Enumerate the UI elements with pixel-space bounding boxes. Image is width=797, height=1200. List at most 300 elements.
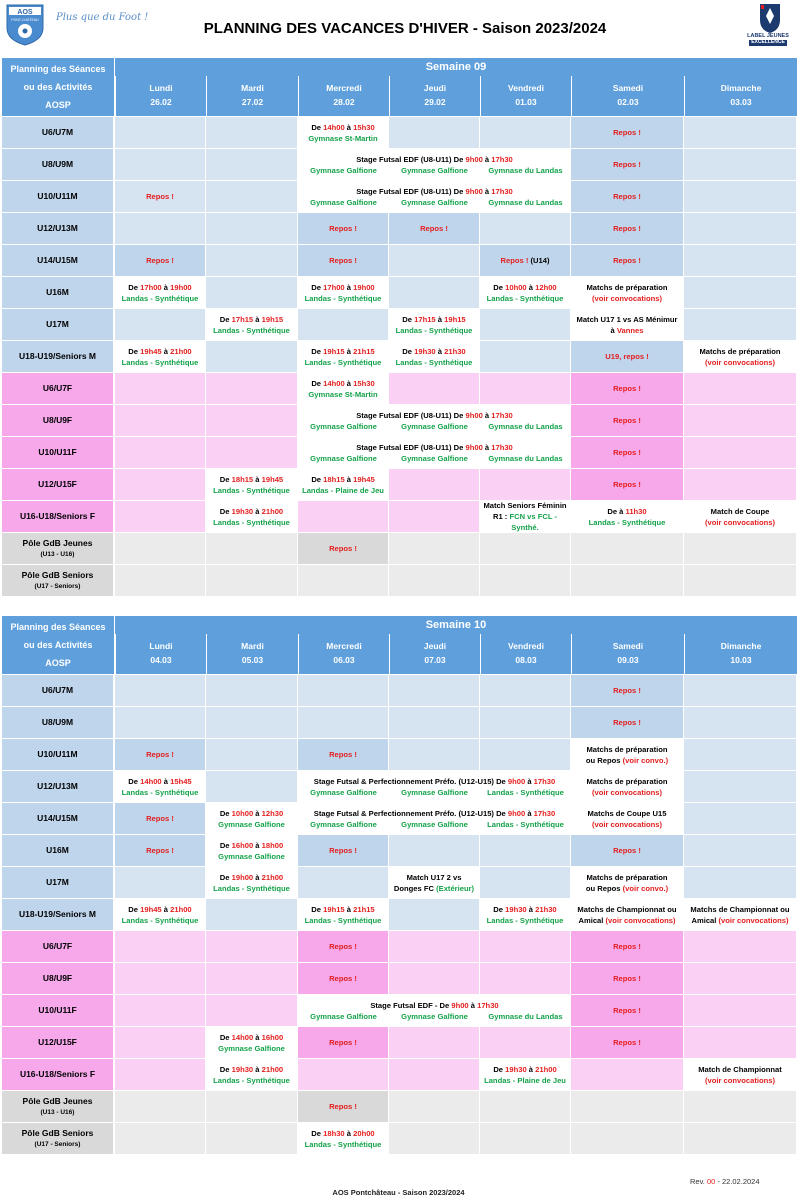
schedule-cell — [480, 117, 571, 148]
repos-option: ou Repos — [585, 883, 623, 893]
table-row — [2, 149, 797, 181]
category-cell: U12/U13M — [2, 771, 114, 802]
schedule-cell — [389, 1123, 480, 1154]
schedule-cell: Repos ! — [571, 437, 684, 468]
table-row — [2, 707, 797, 739]
stage-label: Stage Futsal & Perfectionnement Préfo. (U12-U15) De — [313, 776, 508, 786]
start-time: 19h30 — [414, 346, 436, 356]
start-time: 19h30 — [505, 1064, 527, 1074]
day-name: Mercredi — [326, 83, 362, 93]
stage-span-cell — [298, 405, 571, 436]
day-name: Vendredi — [508, 641, 544, 651]
a-label: à — [161, 904, 171, 914]
table-row — [2, 899, 797, 931]
schedule-cell — [389, 341, 480, 372]
schedule-cell — [480, 899, 571, 930]
schedule-cell — [684, 1091, 797, 1122]
location: Landas - Synthétique — [304, 1139, 382, 1149]
schedule-cell — [389, 963, 480, 994]
de-label: De — [311, 474, 324, 484]
schedule-cell — [206, 803, 298, 834]
schedule-cell — [389, 533, 480, 564]
schedule-cell — [298, 373, 389, 404]
schedule-cell — [115, 931, 206, 962]
week-title: Semaine 09 — [115, 58, 797, 76]
schedule-cell — [115, 565, 206, 596]
stage-label: Stage Futsal & Perfectionnement Préfo. (U12-U15) De — [313, 808, 508, 818]
page-header — [0, 0, 797, 58]
convocation-note: (voir convocations) — [704, 1075, 776, 1085]
schedule-cell — [480, 277, 571, 308]
location: Gymnase Galfione — [401, 1011, 468, 1021]
day-name: Lundi — [149, 641, 173, 651]
schedule-cell: Repos ! — [571, 245, 684, 276]
schedule-cell — [298, 501, 389, 532]
convocation-note: (voir convo.) — [622, 755, 669, 765]
end-time: 15h30 — [353, 378, 375, 388]
end-time: 21h00 — [261, 506, 284, 516]
schedule-cell — [115, 213, 206, 244]
schedule-cell — [389, 373, 480, 404]
schedule-cell — [389, 565, 480, 596]
schedule-cell — [389, 899, 480, 930]
end-time: 19h00 — [353, 282, 375, 292]
de-label: De — [493, 904, 506, 914]
schedule-cell: Repos ! — [115, 245, 206, 276]
end-time: 19h15 — [261, 314, 284, 324]
end-time: 19h45 — [261, 474, 284, 484]
de-label: De — [311, 1128, 324, 1138]
schedule-cell — [206, 867, 298, 898]
schedule-cell — [684, 117, 797, 148]
schedule-cell — [480, 469, 571, 500]
corner-header — [2, 58, 114, 116]
schedule-cell — [480, 1091, 571, 1122]
table-row — [2, 277, 797, 309]
category-cell: U17M — [2, 867, 114, 898]
end-time: 21h00 — [261, 1064, 284, 1074]
schedule-cell — [480, 533, 571, 564]
day-date: 27.02 — [241, 97, 264, 107]
a-label: à — [525, 776, 534, 786]
location: Gymnase Galfione — [310, 421, 377, 431]
amical-label: Amical — [691, 915, 719, 925]
end-time: 17h30 — [491, 442, 513, 452]
table-row — [2, 771, 797, 803]
week-header — [2, 616, 797, 674]
schedule-cell — [571, 803, 684, 834]
location: Landas - Synthétique — [213, 1075, 290, 1085]
schedule-cell — [206, 149, 298, 180]
convocation-note: (voir convocations) — [591, 293, 663, 303]
end-time: 17h30 — [533, 776, 556, 786]
de-label: De — [219, 1032, 232, 1042]
location: Landas - Synthétique — [487, 819, 564, 829]
match-label: Matchs de préparation — [586, 872, 668, 882]
schedule-cell — [480, 245, 571, 276]
schedule-cell — [115, 405, 206, 436]
day-date: 26.02 — [150, 97, 172, 107]
category-cell: U14/U15M — [2, 803, 114, 834]
schedule-cell — [115, 771, 206, 802]
day-name: Mardi — [241, 83, 264, 93]
day-date: 02.03 — [617, 97, 639, 107]
start-time: 19h45 — [140, 904, 162, 914]
table-row — [2, 437, 797, 469]
schedule-cell — [206, 373, 298, 404]
category-label: Pôle GdB Seniors — [21, 569, 94, 580]
day-date: 29.02 — [424, 97, 446, 107]
category-cell: U12/U13M — [2, 213, 114, 244]
day-name: Vendredi — [508, 83, 544, 93]
de-label: De — [128, 776, 141, 786]
table-row — [2, 565, 797, 597]
day-date: 07.03 — [424, 655, 446, 665]
week-header — [2, 58, 797, 116]
location: Landas - Synthétique — [395, 357, 473, 367]
a-label: à — [161, 346, 171, 356]
schedule-cell — [571, 899, 684, 930]
de-label: De — [493, 282, 506, 292]
category-cell: U10/U11M — [2, 181, 114, 212]
location: Gymnase Galfione — [310, 165, 377, 175]
day-header-lundi — [115, 76, 206, 116]
schedule-cell — [389, 309, 480, 340]
schedule-cell: Repos ! — [571, 675, 684, 706]
match-label: Match U17 1 vs AS Ménimur — [576, 314, 678, 324]
start-time: 18h15 — [231, 474, 254, 484]
schedule-cell — [571, 309, 684, 340]
day-name: Dimanche — [720, 83, 762, 93]
de-label: De — [219, 474, 232, 484]
schedule-cell — [206, 245, 298, 276]
schedule-cell: Repos ! — [571, 373, 684, 404]
de-label: De — [219, 314, 232, 324]
schedule-cell — [115, 309, 206, 340]
schedule-cell — [206, 469, 298, 500]
schedule-cell — [389, 835, 480, 866]
table-row — [2, 341, 797, 373]
de-label: De — [493, 1064, 506, 1074]
table-row — [2, 803, 797, 835]
day-date: 05.03 — [241, 655, 264, 665]
schedule-cell — [206, 309, 298, 340]
start-time: 9h00 — [465, 442, 483, 452]
day-date: 09.03 — [617, 655, 639, 665]
category-cell: U10/U11M — [2, 739, 114, 770]
end-time: 17h30 — [491, 410, 513, 420]
location: Gymnase du Landas — [488, 165, 563, 175]
corner-line-2: ou des Activités — [23, 82, 93, 92]
location: Landas - Plaine de Jeu — [484, 1075, 566, 1085]
location: Gymnase Galfione — [310, 1011, 377, 1021]
stage-label: Stage Futsal EDF (U8-U11) De — [356, 410, 466, 420]
schedule-cell: Repos ! — [571, 963, 684, 994]
day-header-jeudi — [389, 634, 480, 674]
table-row — [2, 309, 797, 341]
schedule-cell — [206, 675, 298, 706]
schedule-cell — [684, 707, 797, 738]
a-label: à — [344, 1128, 354, 1138]
day-date: 10.03 — [730, 655, 752, 665]
schedule-cell — [115, 533, 206, 564]
footer-text: AOS Pontchâteau - Saison 2023/2024 — [332, 1188, 465, 1197]
schedule-cell: Repos ! — [115, 835, 206, 866]
convocation-note: (voir convocations) — [704, 357, 776, 367]
location: Gymnase Galfione — [310, 453, 377, 463]
location: Gymnase Galfione — [310, 819, 377, 829]
start-time: 14h00 — [140, 776, 162, 786]
schedule-cell — [571, 565, 684, 596]
schedule-cell — [298, 899, 389, 930]
stage-span-cell — [298, 437, 571, 468]
de-label: De — [607, 506, 620, 516]
location: Gymnase Galfione — [401, 197, 468, 207]
schedule-cell — [206, 533, 298, 564]
schedule-cell — [684, 501, 797, 532]
start-time: 16h00 — [231, 840, 254, 850]
category-cell: U6/U7F — [2, 931, 114, 962]
category-cell: U10/U11F — [2, 995, 114, 1026]
end-time: 21h00 — [535, 1064, 557, 1074]
schedule-cell — [206, 405, 298, 436]
corner-line-2: ou des Activités — [23, 640, 93, 650]
match-opponent: Donges FC — [393, 883, 437, 893]
schedule-cell — [684, 1123, 797, 1154]
schedule-cell: Repos ! — [115, 803, 206, 834]
location: Landas - Synthétique — [304, 915, 382, 925]
end-time: 21h30 — [535, 904, 557, 914]
schedule-cell — [389, 117, 480, 148]
a-label: à — [253, 840, 262, 850]
schedule-cell — [480, 213, 571, 244]
schedule-cell — [298, 867, 389, 898]
end-time: 17h30 — [533, 808, 556, 818]
svg-text:PONT-CHÂTEAU: PONT-CHÂTEAU — [11, 18, 39, 22]
location: Gymnase Galfione — [218, 851, 285, 861]
schedule-cell — [298, 277, 389, 308]
day-date: 08.03 — [515, 655, 537, 665]
convocation-note: (voir convocations) — [591, 819, 663, 829]
schedule-cell — [480, 675, 571, 706]
day-header-jeudi — [389, 76, 480, 116]
table-row — [2, 245, 797, 277]
de-label: De — [219, 808, 232, 818]
schedule-cell — [298, 309, 389, 340]
category-cell: U18-U19/Seniors M — [2, 341, 114, 372]
schedule-cell — [480, 963, 571, 994]
a-label: à — [482, 442, 492, 452]
schedule-cell — [115, 501, 206, 532]
location: Landas - Synthétique — [486, 293, 564, 303]
table-row — [2, 675, 797, 707]
schedule-cell — [684, 373, 797, 404]
location: Landas - Synthétique — [213, 485, 290, 495]
schedule-cell — [480, 373, 571, 404]
repos-label: Repos ! — [500, 256, 529, 265]
location: Landas - Synthétique — [121, 357, 199, 367]
table-row — [2, 835, 797, 867]
category-cell — [2, 1123, 114, 1154]
match-label: Matchs de préparation — [586, 776, 668, 786]
location: Gymnase Galfione — [401, 165, 468, 175]
schedule-cell — [115, 437, 206, 468]
schedule-cell — [115, 469, 206, 500]
de-label: De — [219, 506, 232, 516]
schedule-cell — [684, 995, 797, 1026]
location: Landas - Plaine de Jeu — [302, 485, 384, 495]
revision-date: - 22.02.2024 — [715, 1177, 760, 1186]
schedule-cell: Repos ! — [298, 213, 389, 244]
schedule-cell — [206, 963, 298, 994]
start-time: 19h15 — [323, 346, 345, 356]
category-cell: U10/U11F — [2, 437, 114, 468]
schedule-cell — [684, 309, 797, 340]
category-label: Pôle GdB Seniors — [21, 1127, 94, 1138]
end-time: 17h30 — [491, 186, 513, 196]
location: Gymnase Galfione — [401, 421, 468, 431]
table-row — [2, 1059, 797, 1091]
schedule-cell: Repos ! — [115, 181, 206, 212]
a-label: à — [435, 346, 445, 356]
de-label: De — [311, 346, 324, 356]
schedule-cell — [684, 931, 797, 962]
schedule-cell: Repos ! — [571, 995, 684, 1026]
location: Gymnase Galfione — [218, 1043, 285, 1053]
day-name: Samedi — [612, 83, 644, 93]
location: Landas - Synthétique — [121, 915, 199, 925]
start-time: 19h30 — [231, 1064, 254, 1074]
category-cell: U6/U7F — [2, 373, 114, 404]
schedule-cell — [480, 1123, 571, 1154]
end-time: 21h15 — [353, 904, 375, 914]
schedule-cell: Repos ! — [571, 213, 684, 244]
a-label: à — [253, 1064, 262, 1074]
schedule-cell — [389, 501, 480, 532]
day-date: 04.03 — [150, 655, 172, 665]
schedule-cell — [298, 1123, 389, 1154]
schedule-cell — [571, 501, 684, 532]
location: Gymnase Galfione — [401, 787, 468, 797]
match-label: Match de Coupe — [710, 506, 770, 516]
a-label: à — [253, 506, 262, 516]
schedule-cell — [115, 373, 206, 404]
match-label: Match U17 2 vs — [406, 872, 462, 882]
page-title: PLANNING DES VACANCES D'HIVER - Saison 2023/2024 — [203, 20, 607, 37]
end-time: 12h30 — [261, 808, 284, 818]
start-time: 19h45 — [140, 346, 162, 356]
corner-line-1: Planning des Séances — [10, 622, 106, 632]
a-label: à — [253, 474, 262, 484]
convocation-note: (voir convocations) — [605, 915, 676, 925]
location: Landas - Synthétique — [395, 325, 473, 335]
corner-line-3: AOSP — [45, 100, 71, 110]
a-label: à — [619, 506, 626, 516]
table-row — [2, 931, 797, 963]
schedule-cell — [684, 1027, 797, 1058]
a-label: à — [482, 154, 492, 164]
schedule-cell — [389, 675, 480, 706]
category-cell — [2, 533, 114, 564]
start-time: 14h00 — [323, 122, 345, 132]
category-label: Pôle GdB Jeunes — [22, 1095, 93, 1106]
start-time: 14h00 — [323, 378, 345, 388]
schedule-cell — [684, 469, 797, 500]
day-header-vendredi — [480, 634, 571, 674]
category-cell — [2, 565, 114, 596]
location: Landas - Synthétique — [487, 787, 564, 797]
location: Gymnase Galfione — [218, 819, 285, 829]
category-cell: U6/U7M — [2, 675, 114, 706]
end-time: 17h30 — [491, 154, 513, 164]
match-label: Matchs de préparation — [586, 744, 668, 754]
day-header-mercredi — [298, 76, 389, 116]
schedule-cell — [115, 1123, 206, 1154]
schedule-cell — [115, 963, 206, 994]
day-header-lundi — [115, 634, 206, 674]
category-sublabel: (U13 - U16) — [40, 1108, 75, 1116]
schedule-cell — [389, 245, 480, 276]
start-time: 10h00 — [231, 808, 254, 818]
a-label: à — [344, 282, 354, 292]
start-time: 19h30 — [231, 506, 254, 516]
location: Gymnase St-Martin — [308, 133, 378, 143]
schedule-cell — [298, 1059, 389, 1090]
location: Landas - Synthétique — [304, 357, 382, 367]
a-label: à — [344, 122, 354, 132]
location: Landas - Synthétique — [588, 517, 666, 527]
label-line-1: LABEL JEUNES — [747, 33, 789, 39]
category-cell: U18-U19/Seniors M — [2, 899, 114, 930]
schedule-cell — [684, 341, 797, 372]
schedule-cell: Repos ! — [571, 405, 684, 436]
schedule-cell — [115, 149, 206, 180]
schedule-cell — [298, 565, 389, 596]
schedule-cell — [571, 533, 684, 564]
category-cell: U16M — [2, 277, 114, 308]
schedule-cell — [206, 341, 298, 372]
a-label: à — [344, 474, 354, 484]
schedule-cell — [571, 771, 684, 802]
location: Gymnase du Landas — [488, 1011, 563, 1021]
table-row — [2, 739, 797, 771]
stage-label: Stage Futsal EDF (U8-U11) De — [356, 154, 466, 164]
schedule-cell: Repos ! — [115, 739, 206, 770]
schedule-cell — [684, 675, 797, 706]
match-venue: (Extérieur) — [436, 883, 475, 893]
table-row — [2, 181, 797, 213]
table-row — [2, 117, 797, 149]
schedule-cell — [389, 707, 480, 738]
schedule-cell — [206, 277, 298, 308]
a-label: à — [526, 904, 536, 914]
end-time: 16h00 — [261, 1032, 284, 1042]
schedule-cell — [206, 117, 298, 148]
day-header-samedi — [571, 634, 684, 674]
de-label: De — [219, 872, 232, 882]
schedule-cell — [480, 565, 571, 596]
schedule-cell — [298, 117, 389, 148]
category-cell: U6/U7M — [2, 117, 114, 148]
day-header-vendredi — [480, 76, 571, 116]
location: Gymnase Galfione — [401, 453, 468, 463]
schedule-cell — [480, 309, 571, 340]
a-label: à — [253, 808, 262, 818]
a-label: à — [344, 904, 354, 914]
day-name: Jeudi — [423, 641, 447, 651]
schedule-cell — [684, 245, 797, 276]
de-label: De — [311, 904, 324, 914]
